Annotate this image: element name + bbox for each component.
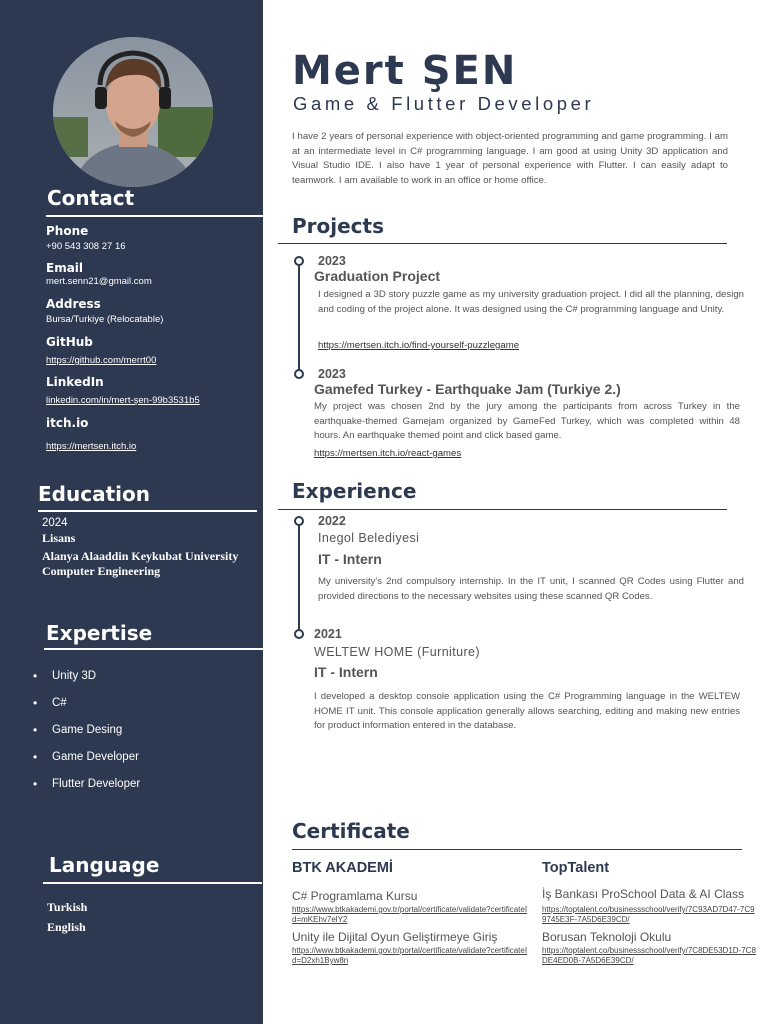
cert-name: C# Programlama Kursu	[292, 889, 418, 903]
project-year: 2023	[318, 254, 346, 268]
project-description: My project was chosen 2nd by the jury among the participants from across Turkey in the earthquake-themed Gamejam organized by GameFed Turkey, which was completed within 48 hours. An earthquake themed point and click based game.	[314, 401, 740, 442]
language-item: Turkish	[47, 900, 88, 914]
projects-heading: Projects	[292, 214, 385, 238]
timeline-dot	[294, 256, 304, 266]
education-divider	[38, 510, 257, 512]
github-link[interactable]: https://github.com/merrt00	[46, 355, 157, 366]
cert-name: Unity ile Dijital Oyun Geliştirmeye Giriş	[292, 930, 498, 944]
timeline-dot	[294, 629, 304, 639]
project-title: Gamefed Turkey - Earthquake Jam (Turkiye 2.)	[314, 381, 621, 397]
expertise-item: • C#	[33, 697, 140, 724]
expertise-item: • Game Developer	[33, 751, 140, 778]
profile-photo	[53, 37, 213, 187]
expertise-divider	[44, 648, 263, 650]
cert-provider-btk: BTK AKADEMİ	[292, 860, 393, 876]
cert-link[interactable]: https://toptalent.co/businessschool/verify/7C8DE53D1D-7C8DE4ED0B-7A5D6E39CD/	[542, 946, 756, 965]
experience-year: 2021	[314, 627, 342, 641]
education-heading: Education	[38, 482, 150, 506]
project-description: I designed a 3D story puzzle game as my university graduation project. I did all the planning, design and coding of the project alone. It was designed using the C# programming language and Unity.	[318, 289, 744, 315]
linkedin-link[interactable]: linkedin.com/in/mert-şen-99b3531b5	[46, 395, 200, 406]
cert-name: Borusan Teknoloji Okulu	[542, 930, 672, 944]
expertise-heading: Expertise	[46, 621, 153, 645]
project-year: 2023	[318, 367, 346, 381]
linkedin-label: LinkedIn	[46, 375, 104, 389]
language-heading: Language	[49, 853, 160, 877]
cert-link[interactable]: https://toptalent.co/businessschool/verify/7C93AD7D47-7C99745E3F-7A5D6E39CD/	[542, 905, 755, 924]
address-label: Address	[46, 297, 101, 311]
email-value[interactable]: mert.senn21@gmail.com	[46, 276, 152, 287]
cert-link[interactable]: https://www.btkakademi.gov.tr/portal/certificate/validate?certificateId=D2xh1Byw8n	[292, 946, 528, 965]
experience-timeline	[298, 525, 300, 630]
cert-provider-toptalent: TopTalent	[542, 860, 610, 876]
experience-org: Inegol Belediyesi	[318, 531, 420, 545]
itch-label: itch.io	[46, 416, 89, 430]
education-school: Alanya Alaaddin Keykubat University	[42, 549, 239, 563]
timeline-dot	[294, 369, 304, 379]
github-label: GitHub	[46, 335, 93, 349]
education-degree: Lisans	[42, 531, 76, 545]
experience-divider	[278, 509, 727, 510]
projects-divider	[278, 243, 727, 244]
experience-org: WELTEW HOME (Furniture)	[314, 645, 480, 659]
experience-title: IT - Intern	[314, 664, 378, 680]
expertise-item: • Game Desing	[33, 724, 140, 751]
timeline-dot	[294, 516, 304, 526]
project-link[interactable]: https://mertsen.itch.io/react-games	[314, 448, 462, 459]
itch-link[interactable]: https://mertsen.itch.io	[46, 441, 137, 452]
language-divider	[43, 882, 262, 884]
contact-divider	[46, 215, 263, 217]
profile-summary: I have 2 years of personal experience with object-oriented programming and game programming. I am at an intermediate level in C# programming language. I am good at using Unity 3D application and Visual Studio IDE. I also have 1 year of personal experience with Flutter. I can easily adapt to teamwork. I am available to work in an office or home office.	[292, 131, 728, 186]
experience-year: 2022	[318, 514, 346, 528]
certificate-heading: Certificate	[292, 819, 410, 843]
language-item: English	[47, 920, 86, 934]
contact-heading: Contact	[47, 186, 135, 210]
candidate-role: Game & Flutter Developer	[293, 93, 595, 114]
phone-value: +90 543 308 27 16	[46, 241, 126, 252]
experience-description: My university's 2nd compulsory internship. In the IT unit, I scanned QR Codes using Flutter and provided directions to the necessary websites using these scanned QR Codes.	[318, 576, 744, 602]
project-title: Graduation Project	[314, 268, 441, 284]
phone-label: Phone	[46, 224, 89, 238]
certificate-divider	[292, 849, 742, 850]
experience-heading: Experience	[292, 479, 417, 503]
education-department: Computer Engineering	[42, 564, 161, 578]
candidate-name: Mert ŞEN	[292, 48, 518, 94]
projects-timeline	[298, 262, 300, 374]
experience-description: I developed a desktop console application using the C# Programming language in the WELTEW HOME IT unit. This console application generally allows searching, editing and making new entries for product information entered in the database.	[314, 691, 740, 732]
project-link[interactable]: https://mertsen.itch.io/find-yourself-puzzlegame	[318, 340, 520, 351]
education-year: 2024	[42, 517, 68, 529]
cert-name: İş Bankası ProSchool Data & AI Class	[542, 887, 745, 901]
experience-title: IT - Intern	[318, 551, 382, 567]
avatar	[53, 37, 213, 187]
expertise-item: • Flutter Developer	[33, 778, 140, 805]
expertise-list	[33, 670, 140, 805]
address-value: Bursa/Turkiye (Relocatable)	[46, 314, 164, 325]
cert-link[interactable]: https://www.btkakademi.gov.tr/portal/certificate/validate?certificateId=mKEhv7elY2	[292, 905, 528, 924]
email-label: Email	[46, 261, 84, 275]
sidebar	[0, 0, 263, 1024]
expertise-item: • Unity 3D	[33, 670, 140, 697]
